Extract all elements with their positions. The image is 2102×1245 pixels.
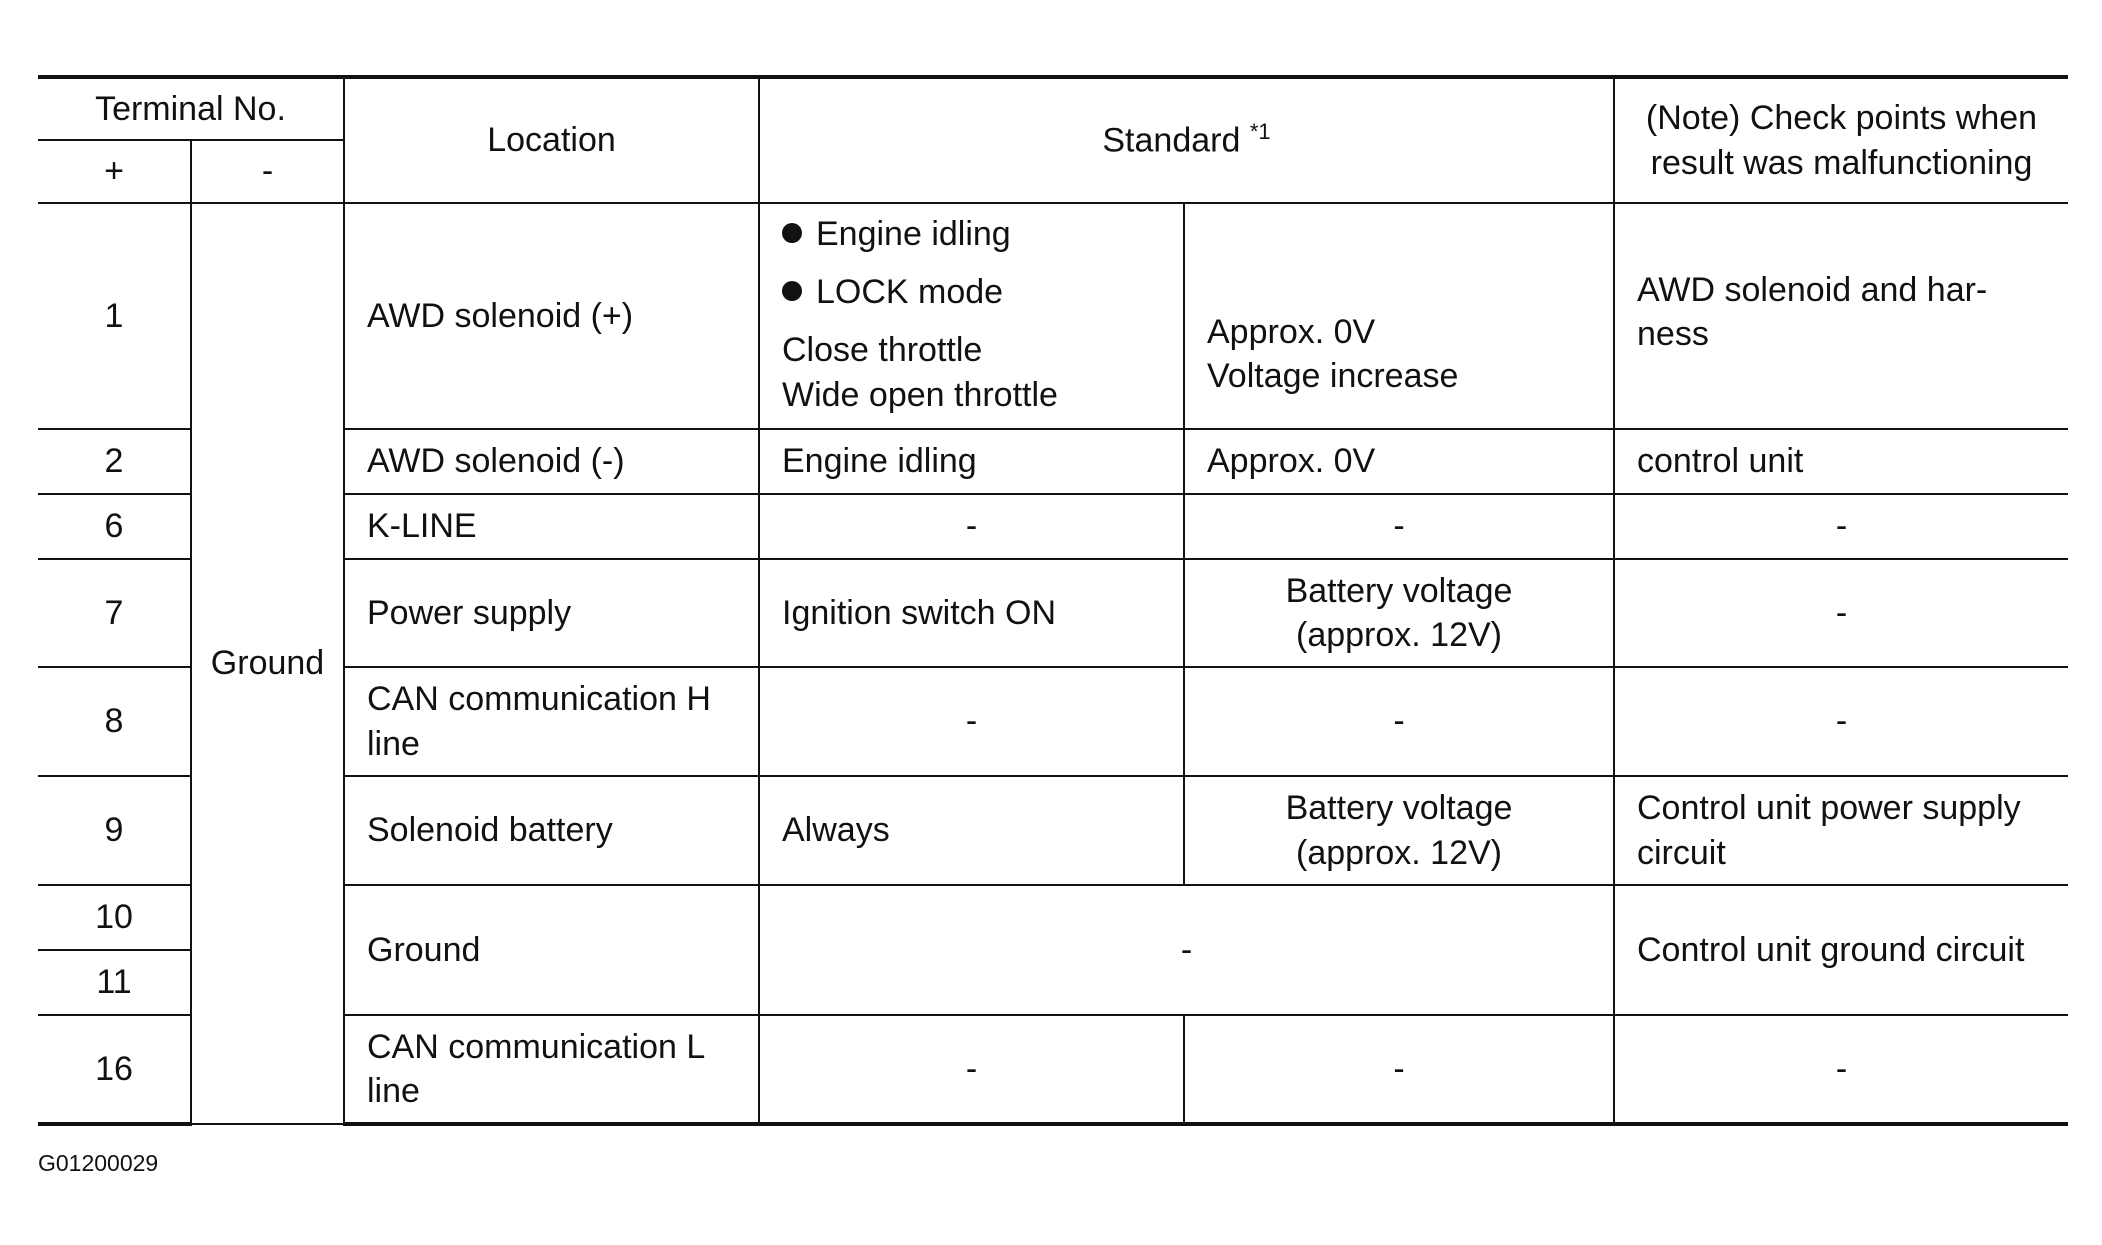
table-row [38,203,2068,429]
terminal-cell: 11 [38,950,191,1015]
standard-note-mark: *1 [1249,119,1271,145]
note-cell: Control unit ground circuit [1614,885,2068,1015]
condition-text: Wide open throttle [782,375,1058,414]
condition-cell: - [759,1015,1184,1124]
condition-text: Close throttle [782,331,983,370]
bullet-icon [782,223,802,243]
note-cell: - [1614,559,2068,667]
terminal-cell: 6 [38,494,191,559]
location-cell: Power supply [344,559,759,667]
condition-text: Engine idling [816,215,1011,253]
condition-cell: Engine idling [759,429,1184,494]
standard-header-label: Standard [1102,121,1241,160]
note-cell: AWD solenoid and har-ness [1614,203,2068,429]
value-text: Voltage increase [1207,357,1459,395]
value-cell: - [1184,1015,1614,1124]
terminal-cell: 8 [38,667,191,776]
terminal-cell: 16 [38,1015,191,1124]
location-cell: K-LINE [344,494,759,559]
location-cell: CAN communication L line [344,1015,759,1124]
terminal-no-header: Terminal No. [38,77,344,140]
note-cell: - [1614,667,2068,776]
value-cell: Battery voltage (approx. 12V) [1184,559,1614,667]
terminal-cell: 1 [38,203,191,429]
ground-terminal-cell: Ground [191,203,344,1124]
bullet-icon [782,281,802,301]
note-cell: - [1614,1015,2068,1124]
value-cell: Battery voltage (approx. 12V) [1184,776,1614,885]
location-cell: Ground [344,885,759,1015]
location-cell: AWD solenoid (-) [344,429,759,494]
standard-cell: - [759,885,1614,1015]
note-cell: control unit [1614,429,2068,494]
plus-header: + [38,140,191,203]
value-cell: Approx. 0V [1184,429,1614,494]
minus-header: - [191,140,344,203]
terminal-cell: 2 [38,429,191,494]
terminal-cell: 9 [38,776,191,885]
condition-cell: - [759,494,1184,559]
terminal-cell: 10 [38,885,191,950]
condition-cell: Always [759,776,1184,885]
location-header: Location [344,77,759,203]
note-cell: Control unit power supply circuit [1614,776,2068,885]
location-cell: AWD solenoid (+) [344,203,759,429]
figure-id: G01200029 [38,1150,159,1176]
header-row [38,77,2068,140]
note-header: (Note) Check points when result was malfunctioning [1614,77,2068,203]
note-cell: - [1614,494,2068,559]
condition-cell: - [759,667,1184,776]
condition-cell [759,203,1184,429]
location-cell: CAN communication H line [344,667,759,776]
condition-bullet-item [782,212,1161,256]
value-cell [1184,203,1614,429]
terminal-cell: 7 [38,559,191,667]
condition-text: LOCK mode [816,273,1004,312]
location-cell: Solenoid battery [344,776,759,885]
condition-cell: Ignition switch ON [759,559,1184,667]
value-text: Approx. 0V [1207,312,1376,351]
value-cell: - [1184,494,1614,559]
condition-bullet-item [782,270,1161,314]
standard-header [759,77,1614,203]
terminal-spec-table [38,75,2068,1126]
value-cell: - [1184,667,1614,776]
